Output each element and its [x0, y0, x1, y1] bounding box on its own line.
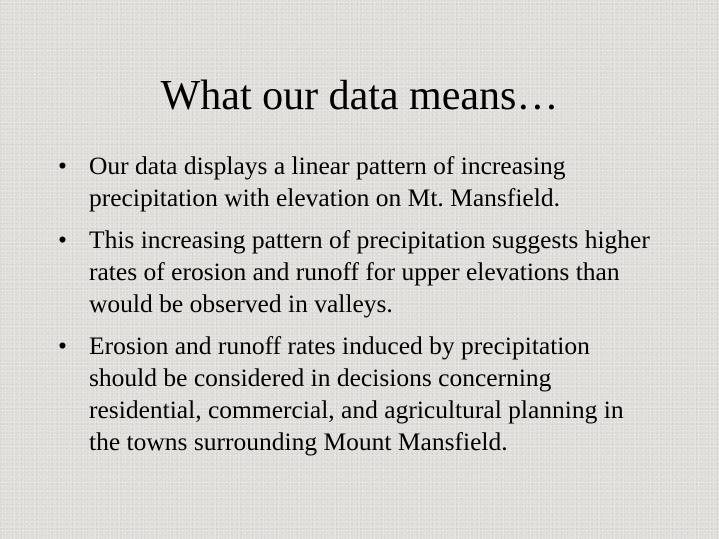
slide-title: What our data means… — [160, 73, 559, 119]
bullet-text: This increasing pattern of precipitation suggests higher rates of erosion and runoff for upper elevations than would be observed in valleys. — [89, 225, 650, 318]
bullet-text: Erosion and runoff rates induced by precipitation should be considered in decisions concerning residential, commercial, and agricultural planning in the towns surrounding Mount Mansfield. — [89, 331, 624, 456]
bullet-list — [58, 150, 658, 468]
bullet-point-icon: • — [58, 225, 67, 254]
bullet-item — [58, 150, 658, 214]
bullet-text: Our data displays a linear pattern of increasing precipitation with elevation on Mt. Mansfield. — [89, 151, 566, 212]
bullet-item — [58, 224, 658, 320]
bullet-point-icon: • — [58, 151, 67, 180]
bullet-item — [58, 330, 658, 458]
bullet-point-icon: • — [58, 331, 67, 360]
